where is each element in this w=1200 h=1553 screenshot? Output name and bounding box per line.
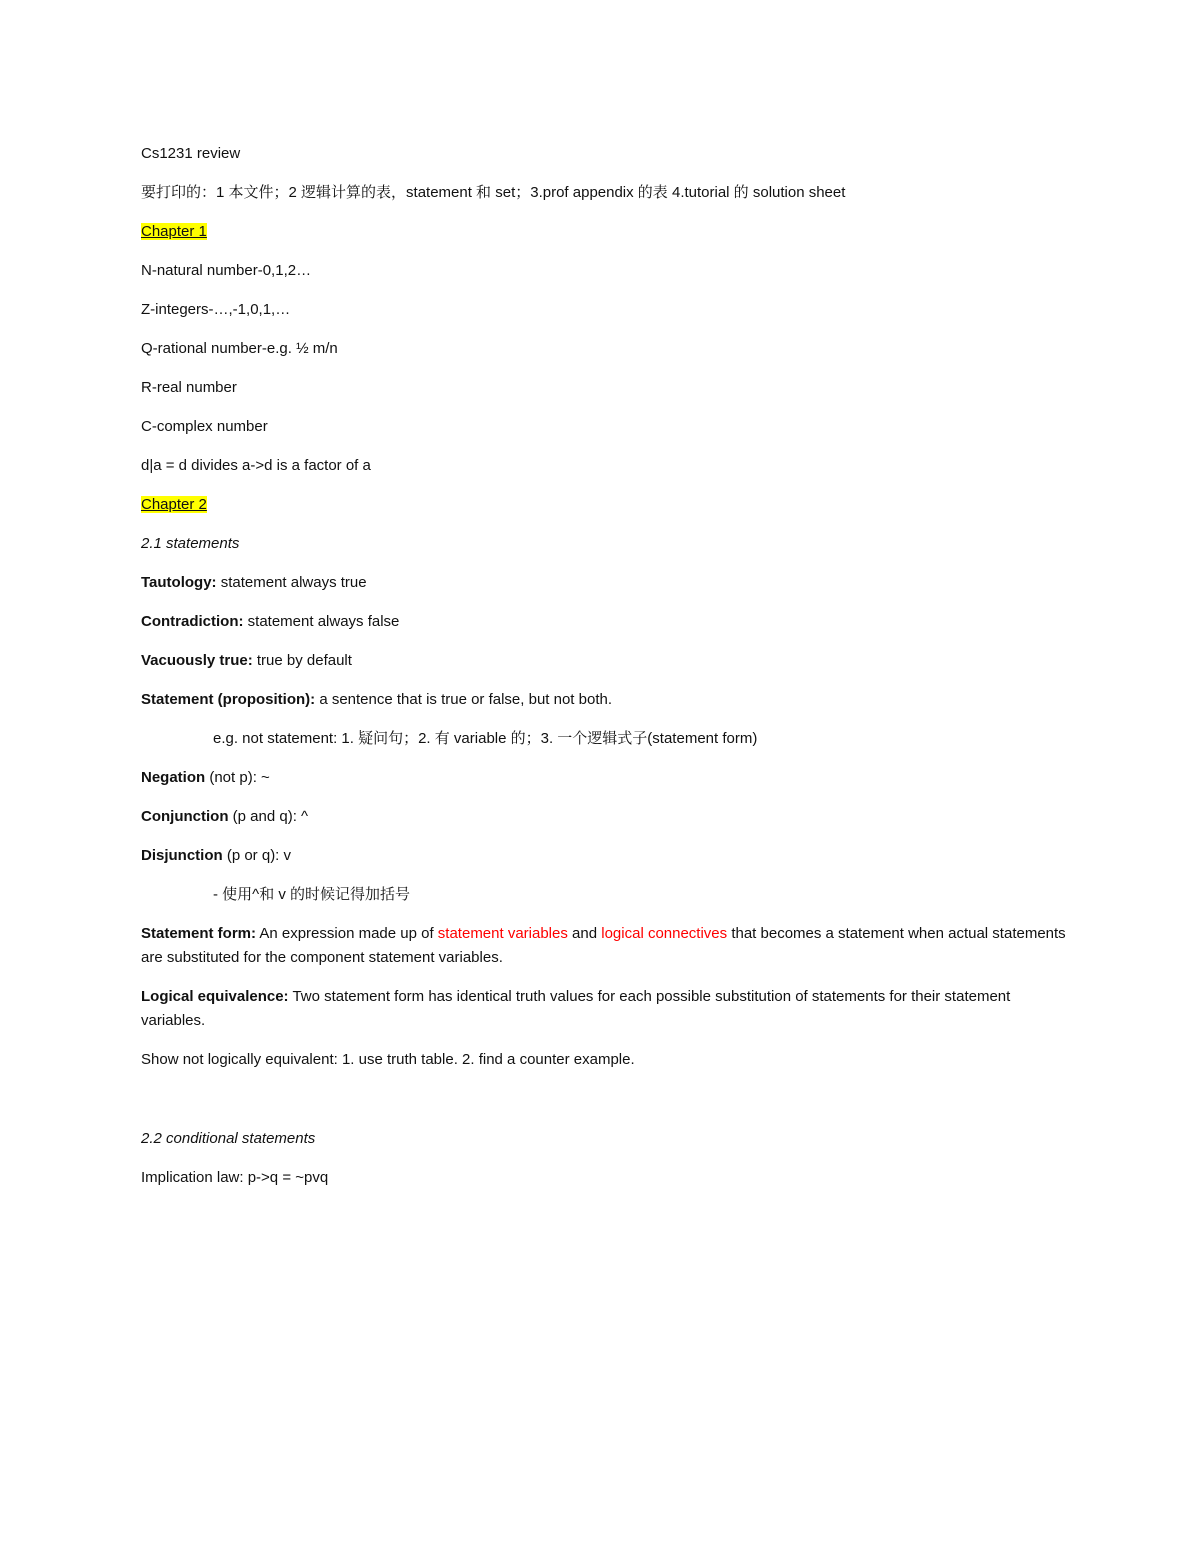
definition-logical-equivalence [141,985,1071,1033]
definition-contradiction [141,610,1071,634]
chapter1-item: R-real number [141,379,237,396]
chapter1-item: Q-rational number-e.g. ½ m/n [141,340,338,357]
definition: true by default [252,652,352,669]
term: Disjunction [141,847,223,864]
definition: statement always true [216,574,367,591]
term: Contradiction: [141,613,244,630]
term: Logical equivalence: [141,988,289,1005]
highlight-logical-connectives: logical connectives [601,925,728,942]
chapter-1-label: Chapter 1 [141,223,207,240]
chapter1-item: N-natural number-0,1,2… [141,262,312,279]
section-2-1-heading: 2.1 statements [141,535,240,552]
chapter-1-heading [141,220,1071,244]
definition-statement [141,688,1071,712]
definition-part: that becomes a statement when actual statements are substituted for the component statement variables. [141,925,1066,966]
definition-vacuously-true [141,649,1071,673]
definition: statement always false [243,613,400,630]
parentheses-note: - 使用^和 v 的时候记得加括号 [213,886,411,903]
definition: (not p): ~ [205,769,270,786]
chapter-2-label: Chapter 2 [141,496,207,513]
term: Vacuously true: [141,652,253,669]
definition-statement-form [141,922,1071,970]
definition-conjunction [141,805,1071,829]
chapter1-item: Z-integers-…,-1,0,1,… [141,301,291,318]
show-not-equivalent: Show not logically equivalent: 1. use truth table. 2. find a counter example. [141,1051,635,1068]
definition-part: and [567,925,602,942]
document-body [141,142,1071,1205]
definition: (p or q): v [222,847,292,864]
definition: a sentence that is true or false, but not both. [315,691,613,708]
definition: Two statement form has identical truth values for each possible substitution of statements for their statement variables. [141,988,1011,1029]
not-statement-examples: e.g. not statement: 1. 疑问句；2. 有 variable 的；3. 一个逻辑式子(statement form) [213,730,758,747]
term: Statement form: [141,925,257,942]
definition-part: An expression made up of [256,925,438,942]
term: Conjunction [141,808,229,825]
chapter-2-heading [141,493,1071,517]
definition-disjunction [141,844,1071,868]
chapter1-item: d|a = d divides a->d is a factor of a [141,457,371,474]
chapter1-item: C-complex number [141,418,268,435]
spacer [141,1087,1071,1127]
term: Tautology: [141,574,217,591]
definition-negation [141,766,1071,790]
highlight-statement-variables: statement variables [437,925,568,942]
term: Negation [141,769,206,786]
definition: (p and q): ^ [228,808,309,825]
term: Statement (proposition): [141,691,316,708]
definition-tautology [141,571,1071,595]
print-todo-line: 要打印的：1 本文件；2 逻辑计算的表，statement 和 set；3.prof appendix 的表 4.tutorial 的 solution sheet [141,184,846,201]
document-title: Cs1231 review [141,145,241,162]
implication-law: Implication law: p->q = ~pvq [141,1169,329,1186]
section-2-2-heading: 2.2 conditional statements [141,1130,316,1147]
